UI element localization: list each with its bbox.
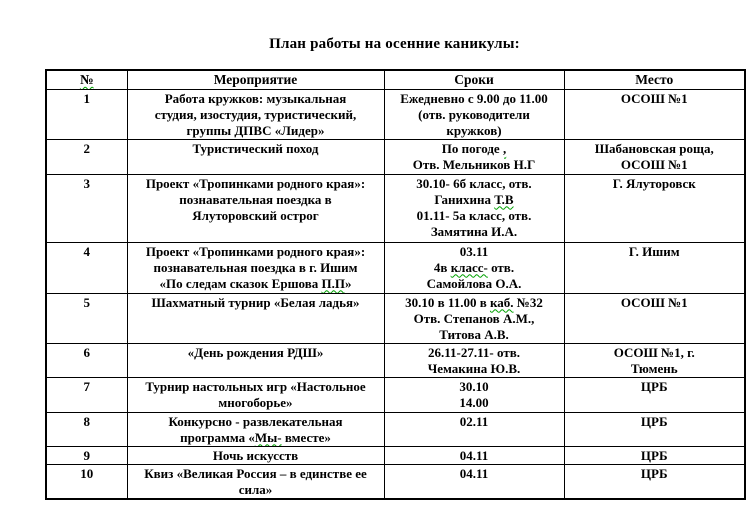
cell-place: Г. Ишим [564,242,745,293]
cell-dates: 30.10- 6б класс, отв. Ганихина Т.В 01.11- 5а класс, отв. Замятина И.А. [384,174,564,242]
cell-event: Квиз «Великая Россия – в единстве ее сила» [127,464,384,499]
cell-place: ЦРБ [564,412,745,446]
cell-dates: По погоде , Отв. Мельников Н.Г [384,139,564,174]
cell-place: Шабановская роща, ОСОШ №1 [564,139,745,174]
cell-event: Работа кружков: музыкальная студия, изостудия, туристический, группы ДПВС «Лидер» [127,89,384,139]
table-row [46,174,745,242]
spellcheck-underline: класс- [450,259,488,275]
cell-num: 3 [46,174,127,242]
page-title: План работы на осенние каникулы: [269,36,520,52]
cell-place: ЦРБ [564,377,745,412]
cell-dates: 04.11 [384,464,564,499]
cell-dates: 26.11-27.11- отв. Чемакина Ю.В. [384,343,564,377]
cell-place: ОСОШ №1 [564,89,745,139]
cell-event: Туристический поход [127,139,384,174]
cell-event: Турнир настольных игр «Настольное многоборье» [127,377,384,412]
spellcheck-underline: № [79,72,94,87]
cell-dates: 02.11 [384,412,564,446]
table-row [46,242,745,293]
table-row [46,89,745,139]
cell-event: Шахматный турнир «Белая ладья» [127,293,384,343]
cell-place: ЦРБ [564,464,745,499]
cell-dates: 30.10 14.00 [384,377,564,412]
cell-place: ОСОШ №1 [564,293,745,343]
table-row [46,343,745,377]
cell-event: Проект «Тропинками родного края»: познавательная поездка в Ялуторовский острог [127,174,384,242]
cell-num: 5 [46,293,127,343]
cell-event: Ночь искусств [127,446,384,464]
col-header-dates: Сроки [384,70,564,89]
cell-place: Г. Ялуторовск [564,174,745,242]
cell-num: 8 [46,412,127,446]
table-row [46,446,745,464]
table-row [46,293,745,343]
header-row [46,70,745,89]
cell-event: «День рождения РДШ» [127,343,384,377]
spellcheck-underline: каб. [489,294,514,310]
spellcheck-underline: Т.В [494,191,514,207]
cell-event: Проект «Тропинками родного края»: познавательная поездка в г. Ишим «По следам сказок Ершова П.П» [127,242,384,293]
cell-place: ОСОШ №1, г. Тюмень [564,343,745,377]
spellcheck-underline: , [502,140,507,156]
cell-num: 4 [46,242,127,293]
spellcheck-underline: П.П [321,275,345,291]
cell-dates: 04.11 [384,446,564,464]
cell-dates: Ежедневно с 9.00 до 11.00 (отв. руководители кружков) [384,89,564,139]
cell-num: 1 [46,89,127,139]
cell-num: 6 [46,343,127,377]
table-row [46,377,745,412]
cell-place: ЦРБ [564,446,745,464]
cell-event: Конкурсно - развлекательная программа «Мы- вместе» [127,412,384,446]
plan-table [45,69,746,500]
spellcheck-underline: Мы- [254,429,282,445]
col-header-num [46,70,127,89]
table-row [46,412,745,446]
cell-num: 9 [46,446,127,464]
cell-num: 7 [46,377,127,412]
table-row [46,464,745,499]
cell-num: 2 [46,139,127,174]
table-row [46,139,745,174]
cell-num: 10 [46,464,127,499]
cell-dates: 30.10 в 11.00 в каб. №32 Отв. Степанов А.М., Титова А.В. [384,293,564,343]
col-header-place: Место [564,70,745,89]
cell-dates: 03.11 4в класс- отв. Самойлова О.А. [384,242,564,293]
col-header-event: Мероприятие [127,70,384,89]
